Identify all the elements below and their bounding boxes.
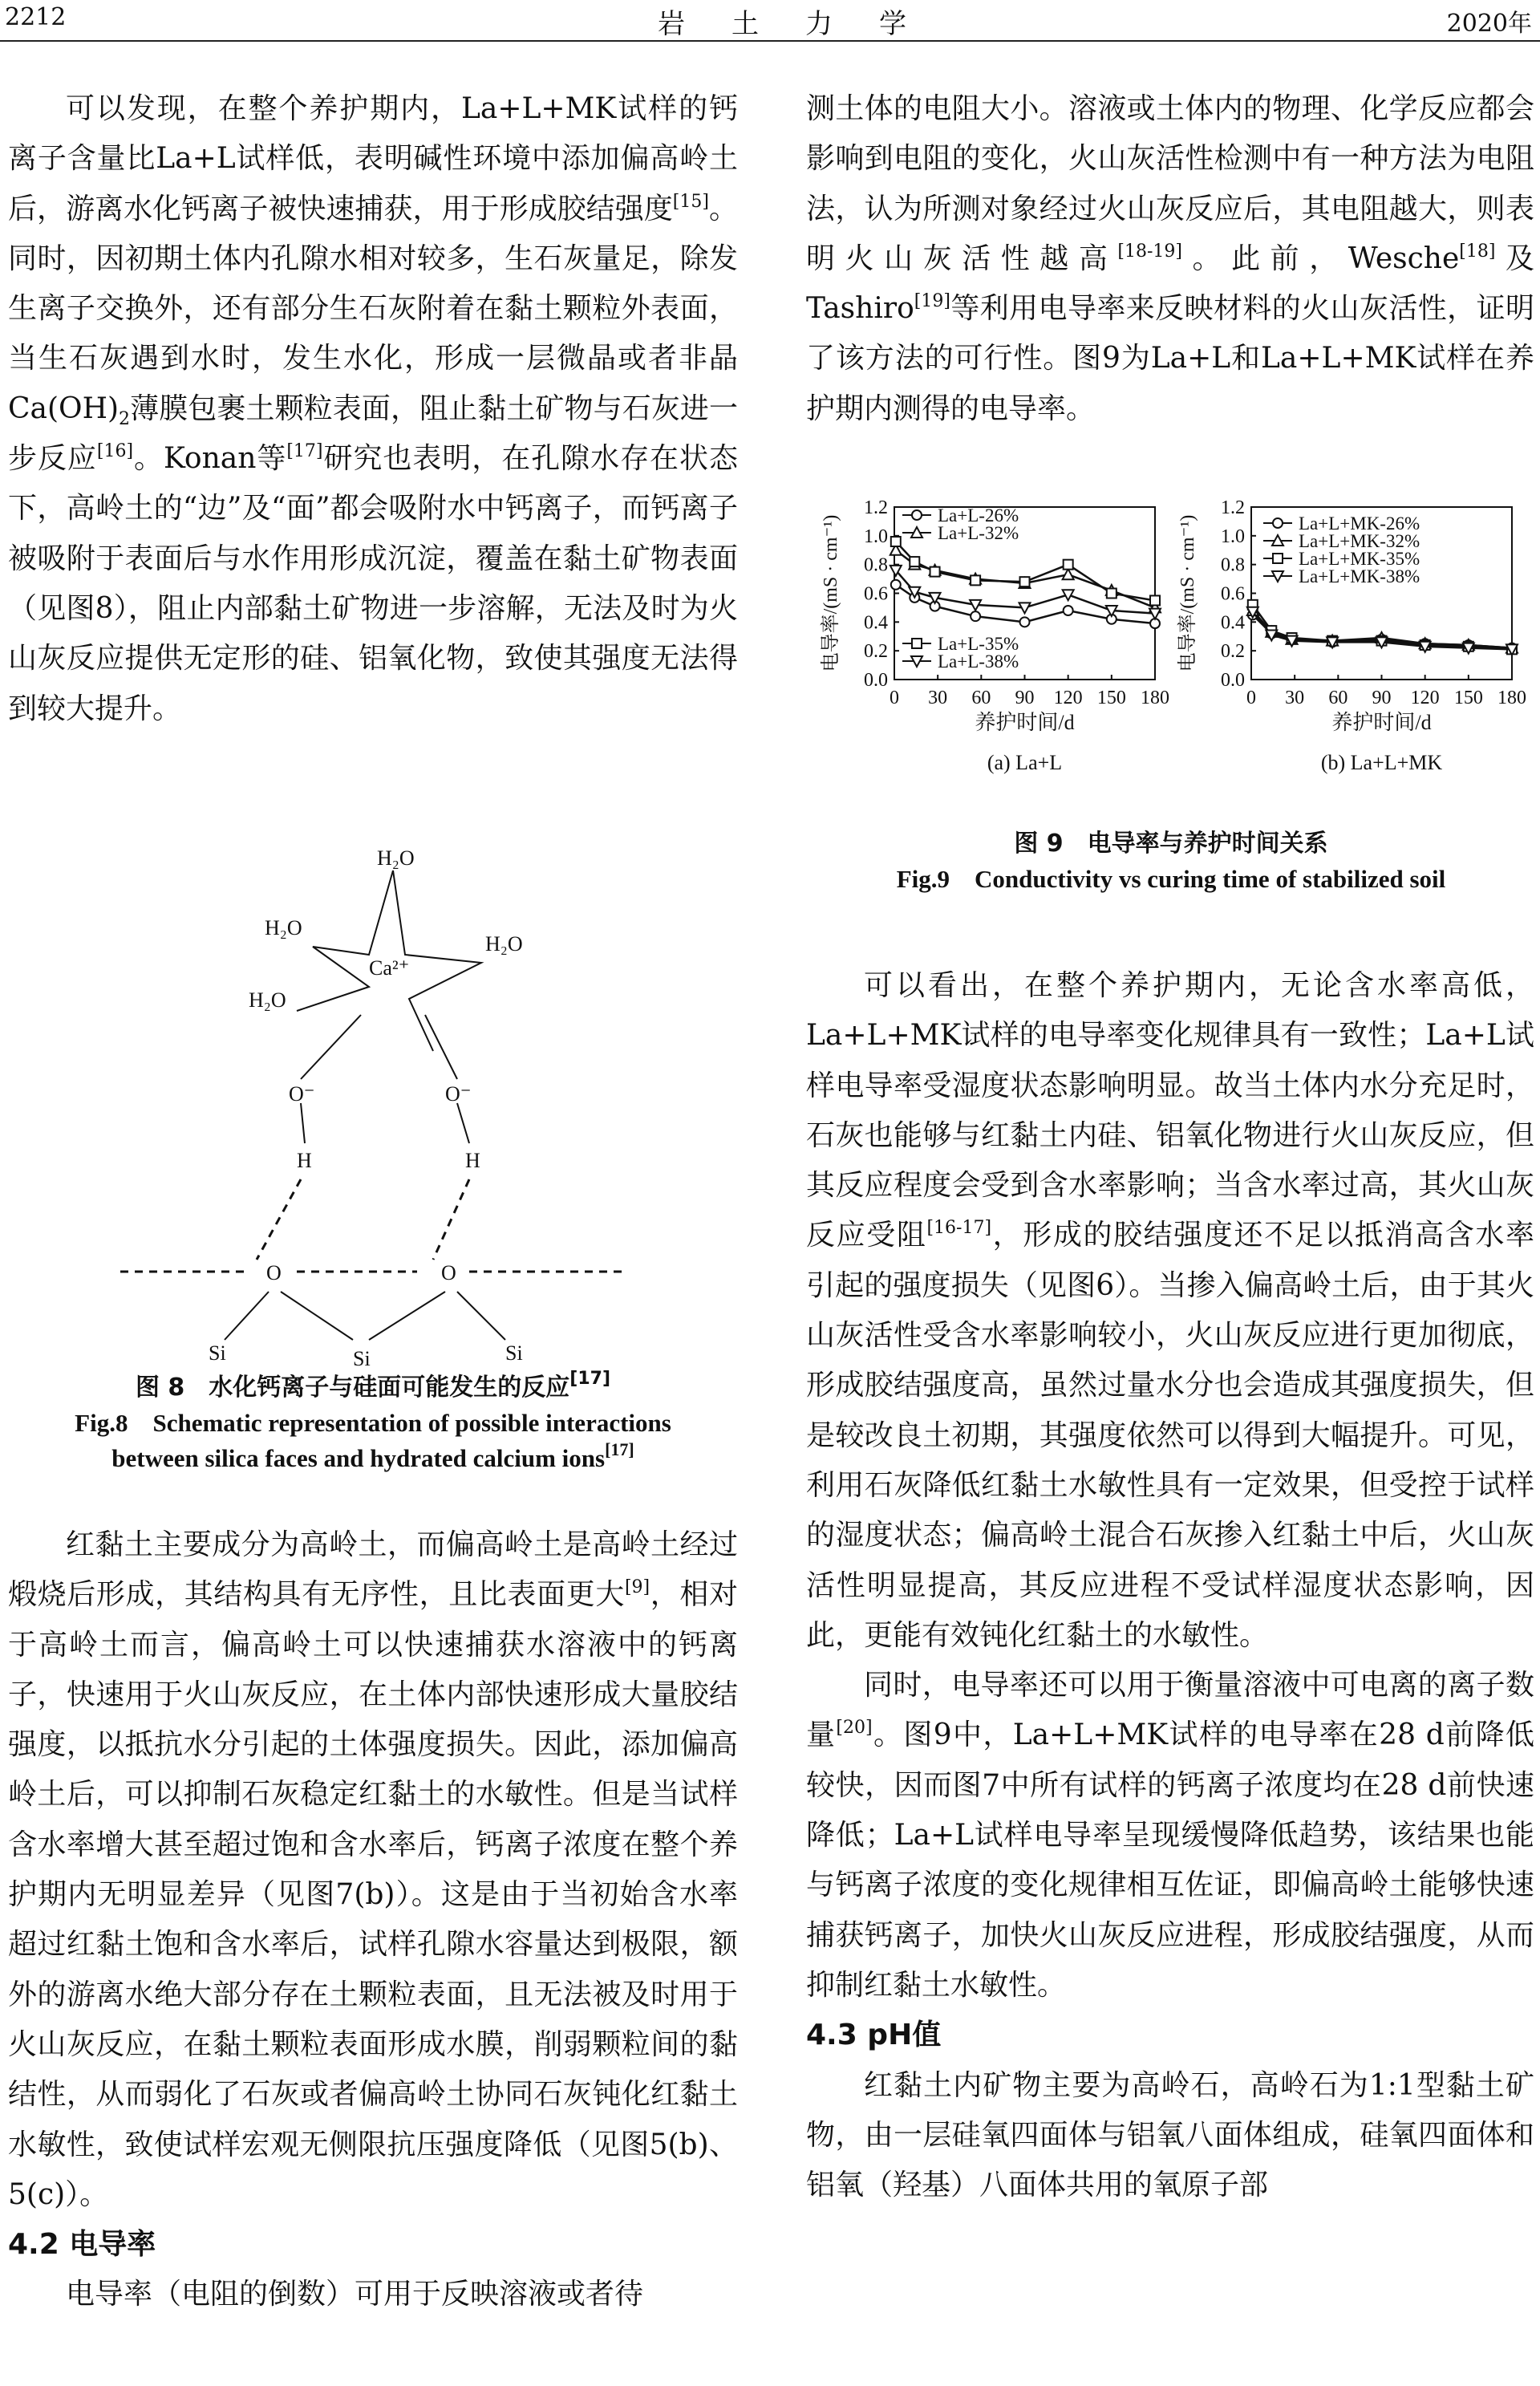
silicon-label: Si bbox=[209, 1341, 226, 1365]
y-tick-label: 0.0 bbox=[864, 670, 888, 691]
data-point bbox=[1150, 595, 1160, 605]
x-tick-label: 150 bbox=[1096, 688, 1126, 708]
page-number: 2212 bbox=[5, 3, 67, 31]
data-point bbox=[891, 580, 901, 590]
x-tick-label: 120 bbox=[1410, 688, 1440, 708]
legend-label: La+L-32% bbox=[938, 523, 1019, 543]
h2o-label: H₂O bbox=[485, 932, 523, 956]
x-tick-label: 0 bbox=[1246, 688, 1256, 708]
y-tick-label: 0.8 bbox=[1221, 554, 1245, 576]
data-point bbox=[910, 557, 919, 566]
figure-9-caption: 图 9 电导率与养护时间关系 Fig.9 Conductivity vs curing time of stabilized soil bbox=[896, 830, 1446, 893]
section-heading-4-3: 4.3 pH值 bbox=[806, 2019, 942, 2052]
paragraph: 可以看出，在整个养护期内，无论含水率高低，La+L+MK试样的电导率变化规律具有一致性；La+L试样电导率受湿度状态影响明显。故当土体内水分充足时，石灰也能够与红黏土内硅、铝氧化物进行火山灰反应，但其反应程度会受到含水率影响；当含水率过高，其火山灰反应受阻[16-17]，形成的胶结强度还不足以抵消高含水率引起的强度损失（见图6）。当掺入偏高岭土后，由于其火山灰活性受含水率影响较小，火山灰反应进行更加彻底，形成胶结强度高，虽然过量水分也会造成其强度损失，但是较改良土初期，其强度依然可以得到大幅提升。可见，利用石灰降低红黏土水敏性具有一定效果，但受控于试样的湿度状态；偏高岭土混合石灰掺入红黏土中后，火山灰活性明显提高，其反应进程不受试样湿度状态影响，因此，更能有效钝化红黏土的水敏性。 bbox=[806, 969, 1534, 1652]
legend-label: La+L+MK-26% bbox=[1299, 513, 1420, 534]
data-point bbox=[930, 567, 940, 577]
legend-label: La+L+MK-32% bbox=[1299, 531, 1420, 551]
paragraph: 电导率（电阻的倒数）可用于反映溶液或者待 bbox=[66, 2278, 644, 2311]
data-point bbox=[1020, 577, 1030, 586]
right-column-lower bbox=[806, 961, 1534, 2210]
hydrogen-label: H bbox=[465, 1149, 480, 1172]
hydration-shell-line bbox=[297, 870, 393, 1011]
legend-label: La+L-26% bbox=[938, 505, 1019, 525]
legend-marker bbox=[1273, 554, 1283, 563]
x-tick-label: 60 bbox=[1328, 688, 1348, 708]
y-tick-label: 0.0 bbox=[1221, 670, 1245, 691]
legend-label: La+L-38% bbox=[938, 651, 1019, 672]
data-point bbox=[1107, 589, 1116, 599]
journal-name: 岩土力学 bbox=[658, 8, 953, 40]
left-column bbox=[8, 84, 738, 734]
data-point bbox=[971, 611, 980, 621]
legend-marker bbox=[912, 639, 922, 648]
paragraph: 红黏土主要成分为高岭土，而偏高岭土是高岭土经过煅烧后形成，其结构具有无序性，且比表面更大[9]，相对于高岭土而言，偏高岭土可以快速捕获水溶液中的钙离子，快速用于火山灰反应，在土体内部快速形成大量胶结强度，以抵抗水分引起的土体强度损失。因此，添加偏高岭土后，可以抑制石灰稳定红黏土的水敏性。但是当试样含水率增大甚至超过饱和含水率后，钙离子浓度在整个养护期内无明显差异（见图7(b)）。这是由于当初始含水率超过红黏土饱和含水率后，试样孔隙水容量达到极限，额外的游离水绝大部分存在土颗粒表面，且无法被及时用于火山灰反应，在黏土颗粒表面形成水膜，削弱颗粒间的黏结性，从而弱化了石灰或者偏高岭土协同石灰钝化红黏土水敏性，致使试样宏观无侧限抗压强度降低（见图5(b)、5(c)）。 bbox=[8, 1528, 738, 2211]
figure-8 bbox=[32, 826, 738, 1404]
data-point bbox=[1064, 560, 1073, 570]
paragraph: 可以发现，在整个养护期内，La+L+MK试样的钙离子含量比La+L试样低，表明碱性环境中添加偏高岭土后，游离水化钙离子被快速捕获，用于形成胶结强度[15]。同时，因初期土体内孔隙水相对较多，生石灰量足，除发生离子交换外，还有部分生石灰附着在黏土颗粒外表面，当生石灰遇到水时，发生水化，形成一层微晶或者非晶$Ca(OH)_2$薄膜包裹土颗粒表面，阻止黏土矿物与石灰进一步反应[16]。Konan等[17]研究也表明，在孔隙水存在状态下，高岭土的“边”及“面”都会吸附水中钙离子，而钙离子被吸附于表面后与水作用形成沉淀，覆盖在黏土矿物表面（见图8），阻止内部黏土矿物进一步溶解，无法及时为火山灰反应提供无定形的硅、铝氧化物，致使其强度无法得到较大提升。 bbox=[8, 92, 738, 725]
silicon-label: Si bbox=[353, 1347, 371, 1370]
y-tick-label: 0.2 bbox=[1221, 641, 1245, 663]
oxygen-anion-label: O⁻ bbox=[445, 1082, 472, 1106]
panel-subtitle: (b) La+L+MK bbox=[1320, 751, 1443, 774]
x-tick-label: 180 bbox=[1141, 688, 1169, 708]
legend-marker bbox=[1273, 518, 1283, 528]
paragraph: 红黏土内矿物主要为高岭石，高岭石为1:1型黏土矿物，由一层硅氧四面体与铝氧八面体组成，硅氧四面体和铝氧（羟基）八面体共用的氧原子部 bbox=[806, 2068, 1534, 2202]
y-tick-label: 1.2 bbox=[864, 497, 888, 518]
y-axis-label: 电导率/(mS · cm⁻¹) bbox=[821, 514, 841, 672]
oxygen-anion-label: O⁻ bbox=[289, 1082, 315, 1106]
x-tick-label: 180 bbox=[1497, 688, 1526, 708]
h2o-label: H₂O bbox=[265, 916, 302, 939]
x-tick-label: 30 bbox=[928, 688, 948, 708]
data-point bbox=[1063, 569, 1074, 579]
calcium-ion-label: Ca²⁺ bbox=[369, 956, 410, 980]
data-point bbox=[971, 575, 980, 585]
figure-8-caption: 图 8 水化钙离子与硅面可能发生的反应[17] Fig.8 Schematic representation of possible interactions between silica faces and hydrated calcium ions[17] bbox=[75, 1369, 671, 1472]
paragraph: 测土体的电阻大小。溶液或土体内的物理、化学反应都会影响到电阻的变化，火山灰活性检测中有一种方法为电阻法，认为所测对象经过火山灰反应后，其电阻越大，则表明火山灰活性越高[18-19]。此前，Wesche[18]及 Tashiro[19]等利用电导率来反映材料的火山灰活性，证明了该方法的可行性。图9为La+L和La+L+MK试样在养护期内测得的电导率。 bbox=[806, 92, 1534, 425]
figure-8-diagram bbox=[32, 826, 738, 1404]
y-tick-label: 0.6 bbox=[864, 583, 888, 605]
section-heading-4-2: 4.2 电导率 bbox=[8, 2228, 156, 2262]
page-header bbox=[0, 0, 1540, 42]
right-column bbox=[806, 84, 1534, 434]
panel-subtitle: (a) La+L bbox=[987, 751, 1063, 774]
y-tick-label: 0.8 bbox=[864, 554, 888, 576]
x-axis-label: 养护时间/d bbox=[975, 711, 1075, 734]
data-point bbox=[1020, 617, 1030, 627]
y-tick-label: 1.2 bbox=[1221, 497, 1245, 518]
paragraph: 同时，电导率还可以用于衡量溶液中可电离的离子数量[20]。图9中，La+L+MK试样的电导率在28 d前降低较快，因而图7中所有试样的钙离子浓度均在28 d前快速降低；La+L试样电导率呈现缓慢降低趋势，该结果也能与钙离子浓度的变化规律相互佐证，即偏高岭土能够快速捕获钙离子，加快火山灰反应进程，形成胶结强度，从而抑制红黏土水敏性。 bbox=[806, 1669, 1534, 2002]
x-tick-label: 120 bbox=[1053, 688, 1083, 708]
y-axis-label: 电导率/(mS · cm⁻¹) bbox=[1177, 514, 1198, 672]
x-tick-label: 90 bbox=[1372, 688, 1392, 708]
x-axis-label: 养护时间/d bbox=[1331, 711, 1432, 734]
oxygen-label: O bbox=[266, 1261, 282, 1284]
x-tick-label: 60 bbox=[971, 688, 991, 708]
x-tick-label: 90 bbox=[1015, 688, 1035, 708]
figure-9 bbox=[806, 491, 1536, 828]
y-tick-label: 0.2 bbox=[864, 641, 888, 663]
left-column-lower bbox=[8, 1520, 738, 2320]
x-tick-label: 150 bbox=[1453, 688, 1483, 708]
oxygen-label: O bbox=[441, 1261, 456, 1284]
legend-marker bbox=[912, 510, 922, 520]
h2o-label: H₂O bbox=[249, 988, 286, 1012]
y-tick-label: 1.0 bbox=[1221, 525, 1245, 547]
legend-label: La+L-35% bbox=[938, 634, 1019, 654]
h2o-label: H₂O bbox=[377, 846, 415, 870]
x-tick-label: 0 bbox=[890, 688, 899, 708]
data-point bbox=[1064, 606, 1073, 615]
y-tick-label: 0.6 bbox=[1221, 583, 1245, 605]
figure-9-charts bbox=[806, 491, 1536, 828]
year: 2020年 bbox=[1446, 10, 1532, 38]
silicon-label: Si bbox=[505, 1341, 523, 1365]
x-tick-label: 30 bbox=[1285, 688, 1305, 708]
legend-label: La+L+MK-38% bbox=[1299, 566, 1420, 586]
legend-label: La+L+MK-35% bbox=[1299, 549, 1420, 569]
hydrogen-label: H bbox=[297, 1149, 312, 1172]
y-tick-label: 1.0 bbox=[864, 525, 888, 547]
y-tick-label: 0.4 bbox=[864, 612, 888, 634]
data-point bbox=[891, 537, 901, 546]
y-tick-label: 0.4 bbox=[1221, 612, 1245, 634]
